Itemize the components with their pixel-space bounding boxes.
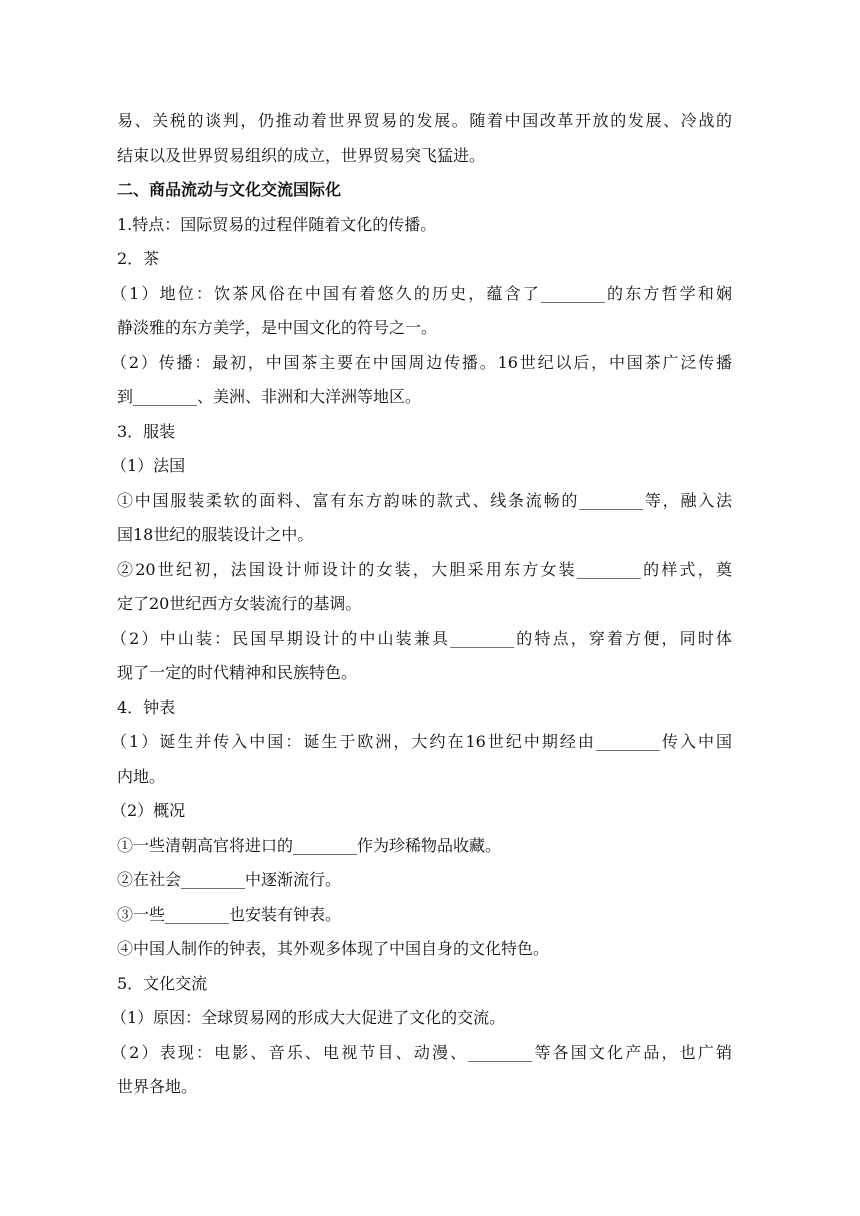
paragraph-line: （1）法国 <box>111 456 186 475</box>
subsection-heading: 4．钟表 <box>117 697 176 717</box>
paragraph-line: 易、关税的谈判，仍推动着世界贸易的发展。随着中国改革开放的发展、冷战的 <box>117 111 732 130</box>
document-body <box>111 104 732 1105</box>
paragraph-line: ②20世纪初，法国设计师设计的女装，大胆采用东方女装________的样式，奠 <box>117 559 732 579</box>
paragraph-line: 内地。 <box>117 766 166 786</box>
paragraph-line: 到________、美洲、非洲和大洋洲等地区。 <box>117 387 422 406</box>
paragraph-line: ①一些清朝高官将进口的________作为珍稀物品收藏。 <box>117 835 502 855</box>
paragraph-line: （1）地位：饮茶风俗在中国有着悠久的历史，蕴含了________的东方哲学和娴 <box>111 283 732 303</box>
paragraph-line: 1.特点：国际贸易的过程伴随着文化的传播。 <box>117 214 437 234</box>
paragraph-line: 现了一定的时代精神和民族特色。 <box>117 663 358 682</box>
paragraph-line: （2）中山装：民国早期设计的中山装兼具________的特点，穿着方便，同时体 <box>111 628 732 648</box>
paragraph-line: （2）表现：电影、音乐、电视节目、动漫、________等各国文化产品，也广销 <box>111 1042 732 1062</box>
paragraph-line: ③一些________也安装有钟表。 <box>117 904 342 924</box>
paragraph-line: 结束以及世界贸易组织的成立，世界贸易突飞猛进。 <box>117 145 486 165</box>
paragraph-line: （2）传播：最初，中国茶主要在中国周边传播。16世纪以后，中国茶广泛传播 <box>111 352 732 372</box>
paragraph-line: 世界各地。 <box>117 1077 198 1096</box>
paragraph-line: ①中国服装柔软的面料、富有东方韵味的款式、线条流畅的________等，融入法 <box>117 490 732 510</box>
subsection-heading: 5．文化交流 <box>117 973 208 993</box>
paragraph-line: （2）概况 <box>111 801 186 820</box>
paragraph-line: ④中国人制作的钟表，其外观多体现了中国自身的文化特色。 <box>117 939 550 958</box>
subsection-heading: 2．茶 <box>117 249 160 268</box>
paragraph-line: 国18世纪的服装设计之中。 <box>117 525 314 544</box>
subsection-heading: 3．服装 <box>117 421 176 441</box>
paragraph-line: ②在社会________中逐渐流行。 <box>117 870 342 889</box>
paragraph-line: 静淡雅的东方美学，是中国文化的符号之一。 <box>117 318 438 337</box>
paragraph-line: （1）原因：全球贸易网的形成大大促进了文化的交流。 <box>111 1008 506 1027</box>
paragraph-line: （1）诞生并传入中国：诞生于欧洲，大约在16世纪中期经由________传入中国 <box>111 732 732 751</box>
section-heading: 二、商品流动与文化交流国际化 <box>117 180 342 199</box>
paragraph-line: 定了20世纪西方女装流行的基调。 <box>117 594 362 613</box>
